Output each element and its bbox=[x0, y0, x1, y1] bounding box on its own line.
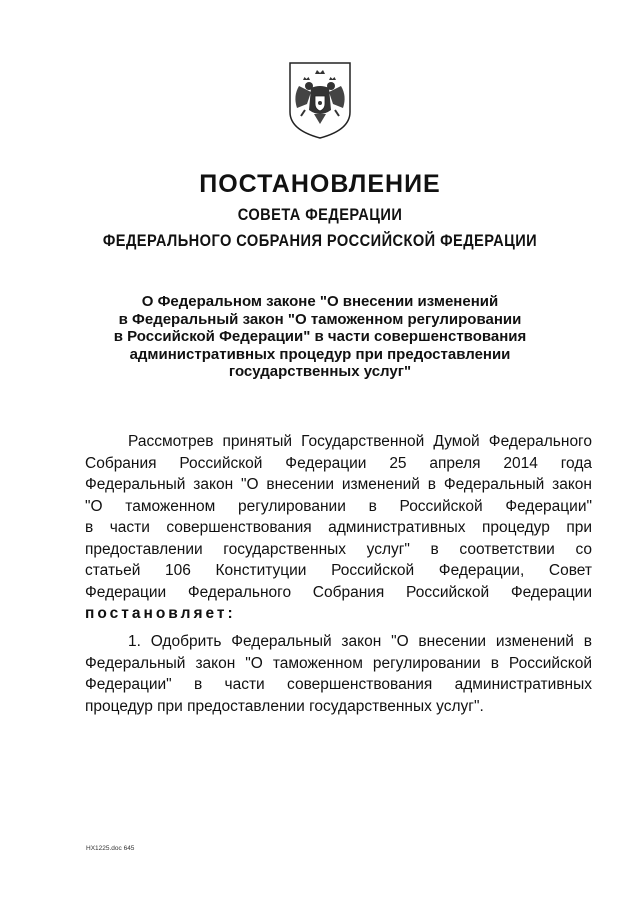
paragraph-line: процедур при предоставлении государственных услуг". bbox=[85, 697, 484, 715]
paragraph-line: в части совершенствования административных процедур при bbox=[85, 519, 592, 536]
double-headed-eagle-icon bbox=[287, 60, 353, 140]
paragraph-line: Федерации Федерального Собрания Российской Федерации bbox=[85, 583, 592, 601]
preamble-paragraph bbox=[85, 431, 592, 625]
heading-line: О Федеральном законе "О внесении изменений bbox=[141, 293, 499, 310]
paragraph-line: Федеральный закон "О внесении изменений в Федеральный закон bbox=[85, 476, 592, 493]
state-emblem bbox=[287, 60, 353, 140]
heading-line: административных процедур при предоставлении bbox=[129, 345, 511, 363]
clause-one-paragraph bbox=[85, 631, 592, 717]
document-subtitle-council: СОВЕТА ФЕДЕРАЦИИ bbox=[237, 205, 403, 224]
paragraph-line: 1. Одобрить Федеральный закон "О внесении изменений в bbox=[128, 633, 592, 650]
heading-line: в Федеральный закон "О таможенном регулировании bbox=[118, 310, 522, 328]
paragraph-line: Собрания Российской Федерации 25 апреля 2014 года bbox=[85, 454, 592, 472]
paragraph-line: статьей 106 Конституции Российской Федерации, Совет bbox=[85, 562, 592, 579]
paragraph-line: "О таможенном регулировании в Российской Федерации" bbox=[85, 497, 592, 515]
paragraph-line: Рассмотрев принятый Государственной Думой Федерального bbox=[128, 433, 592, 450]
paragraph-line: Федерации" в части совершенствования административных bbox=[85, 676, 592, 693]
resolves-word: постановляет: bbox=[85, 605, 236, 622]
document-subtitle-assembly: ФЕДЕРАЛЬНОГО СОБРАНИЯ РОССИЙСКОЙ ФЕДЕРАЦИИ bbox=[102, 231, 538, 250]
heading-line: государственных услуг" bbox=[228, 363, 412, 380]
paragraph-line: Федеральный закон "О таможенном регулировании в Российской bbox=[85, 654, 592, 672]
resolution-heading bbox=[100, 293, 540, 381]
document-title: ПОСТАНОВЛЕНИЕ bbox=[199, 170, 441, 198]
document-file-code: НХ1225.doc 645 bbox=[86, 845, 135, 852]
paragraph-line: предоставлении государственных услуг" в соответствии со bbox=[85, 540, 592, 558]
heading-line: в Российской Федерации" в части совершенствования bbox=[113, 328, 527, 345]
